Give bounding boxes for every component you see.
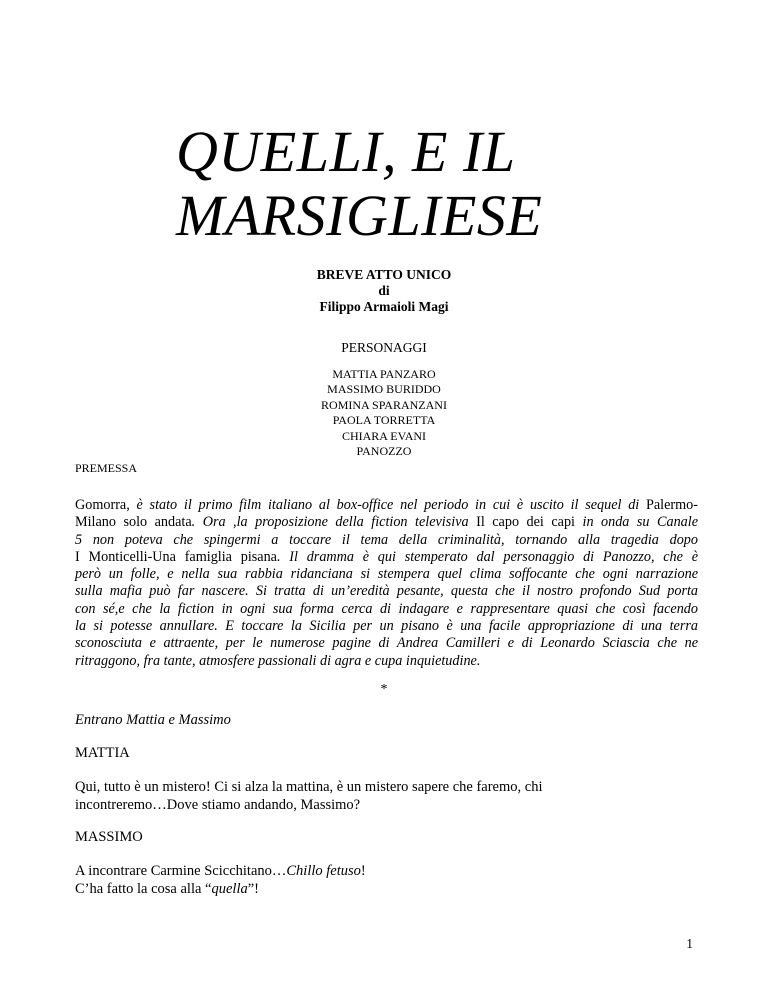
play-title [176, 120, 696, 248]
title-line-2: MARSIGLIESE [176, 183, 543, 248]
characters-heading: PERSONAGGI [341, 340, 427, 355]
text-run: . Il dramma è qui stemperato dal personaggio di Panozzo, che è [276, 548, 698, 565]
paragraph-line [75, 549, 698, 566]
cast-item: PAOLA TORRETTA [332, 413, 436, 428]
author-name: Filippo Armaioli Magi [319, 299, 449, 314]
text-run: ! [360, 863, 366, 879]
stage-direction: Entrano Mattia e Massimo [75, 712, 231, 728]
speaker-massimo: MASSIMO [75, 829, 143, 845]
cast-item: ROMINA SPARANZANI [321, 397, 447, 412]
paragraph-line: 5 non poteva che spingermi a toccare il tema della criminalità, tornando alla tragedia dopo [75, 531, 698, 548]
cast-item: PANOZZO [356, 444, 412, 459]
text-run: in onda su Canale [575, 514, 698, 531]
film-title: Gomorra [75, 497, 127, 513]
paragraph-line [75, 514, 698, 531]
speech-line [75, 863, 695, 881]
section-separator: * [380, 682, 388, 697]
premessa-paragraph [75, 497, 698, 670]
film-title: Palermo- [645, 497, 698, 513]
paragraph-line: sconosciuta e attraente, per le numerose pagine di Andrea Camilleri e di Leonardo Sciascia che ne [75, 635, 698, 652]
film-title: Milano solo andata [75, 514, 192, 531]
paragraph-line: sulla mafia può far nascere. Si tratta di un’eredità pesante, questa che il nostro profondo Sud porta [75, 583, 698, 600]
speech-line: incontreremo…Dove stiamo andando, Massimo? [75, 796, 361, 813]
text-run: A incontrare Carmine Scicchitano… [75, 863, 287, 879]
cast-list [0, 367, 768, 459]
cast-item: MASSIMO BURIDDO [327, 382, 441, 397]
subtitle: BREVE ATTO UNICO [316, 267, 452, 282]
speech-mattia [75, 779, 695, 814]
speech-line: Qui, tutto è un mistero! Ci si alza la mattina, è un mistero sapere che faremo, chi [75, 779, 543, 795]
paragraph-line: ritraggono, fra tante, atmosfere passionali di agra e cupa inquietudine. [75, 652, 481, 669]
paragraph-line: la si potesse annullare. E toccare la Sicilia per un pisano è una facile appropriazione di una terra [75, 618, 698, 635]
text-run: Chillo fetuso [286, 863, 361, 879]
play-title-reference: I Monticelli-Una famiglia pisana [75, 548, 277, 565]
speaker-mattia: MATTIA [75, 745, 130, 761]
text-run: quella [211, 880, 248, 897]
premessa-heading: PREMESSA [75, 461, 138, 475]
paragraph-line: però un folle, e nella sua rabbia ridanciana si stempera quel clima soffocante che ogni narrazione [75, 566, 698, 583]
cast-item: CHIARA EVANI [341, 428, 427, 443]
cast-item: MATTIA PANZARO [332, 367, 436, 381]
speech-line [75, 881, 695, 899]
byline-di: di [378, 283, 390, 298]
byline [0, 267, 768, 315]
text-run: , è stato il primo film italiano al box-office nel periodo in cui è uscito il sequel di [126, 497, 646, 513]
paragraph-line: con sé,e che la fiction in ogni sua forma cerca di indagare e rappresentare quasi che così facendo [75, 600, 698, 617]
text-run: . Ora ,la proposizione della fiction televisiva [191, 514, 477, 531]
paragraph-line [75, 497, 698, 514]
speech-massimo [75, 863, 695, 898]
fiction-title: Il capo dei capi [476, 514, 575, 531]
title-line-1: QUELLI, E IL [176, 119, 516, 184]
text-run: ”! [247, 880, 259, 897]
text-run: C’ha fatto la cosa alla “ [75, 880, 212, 897]
page-number: 1 [686, 936, 693, 951]
